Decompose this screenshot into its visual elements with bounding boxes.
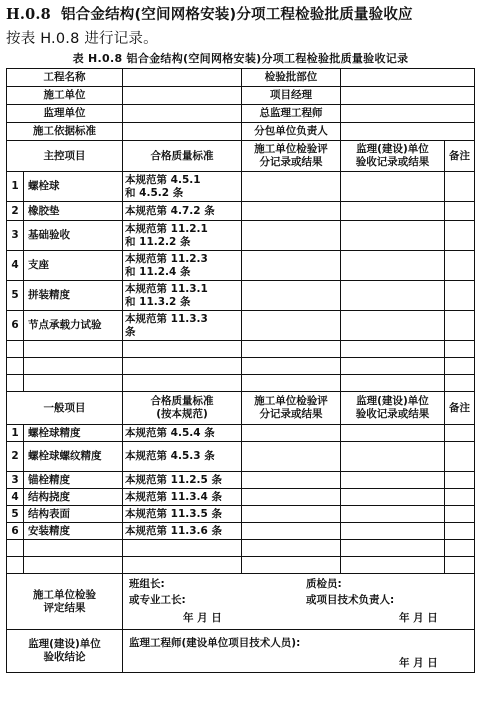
standard-basis-field[interactable]: [123, 123, 242, 141]
foreman-label: 或专业工长:: [129, 594, 186, 606]
supervisor-record-cell[interactable]: [341, 425, 445, 442]
item-name: 拼装精度: [24, 281, 123, 311]
standard-line: 本规范第 4.5.1: [125, 173, 201, 186]
remark-cell[interactable]: [445, 489, 475, 506]
header-line: 监理(建设)单位: [356, 143, 429, 155]
batch-location-field[interactable]: [341, 69, 475, 87]
standard-line: 本规范第 11.3.1: [125, 282, 208, 295]
standard-line: 条: [125, 325, 136, 338]
item-name: 基础验收: [24, 221, 123, 251]
supervisor-record-cell[interactable]: [341, 202, 445, 221]
item-name: 结构表面: [24, 506, 123, 523]
standard-line: 和 11.3.2 条: [125, 295, 191, 308]
supervisor-record-cell[interactable]: [341, 221, 445, 251]
standard-line: 本规范第 11.2.1: [125, 222, 208, 235]
section-code: H.0.8: [6, 6, 51, 23]
remark-cell[interactable]: [445, 506, 475, 523]
main-supervisor-record-header: [341, 141, 445, 172]
supervisor-record-cell[interactable]: [341, 281, 445, 311]
table-row: [7, 442, 475, 472]
item-name: 橡胶垫: [24, 202, 123, 221]
row-number: 1: [7, 172, 24, 202]
blank-row: [7, 358, 475, 375]
table-row: [7, 281, 475, 311]
contractor-result-label: [7, 574, 123, 630]
contractor-record-cell[interactable]: [242, 281, 341, 311]
contractor-record-cell[interactable]: [242, 221, 341, 251]
standard-line: 和 11.2.4 条: [125, 265, 191, 278]
row-number: 3: [7, 221, 24, 251]
item-standard: 本规范第 4.5.4 条: [123, 425, 242, 442]
row-number: 6: [7, 311, 24, 341]
remark-cell[interactable]: [445, 251, 475, 281]
item-name: 节点承载力试验: [24, 311, 123, 341]
batch-location-label: 检验批部位: [242, 69, 341, 87]
item-standard: [123, 172, 242, 202]
table-row: [7, 202, 475, 221]
remark-cell[interactable]: [445, 221, 475, 251]
table-row: [7, 506, 475, 523]
item-standard: 本规范第 11.2.5 条: [123, 472, 242, 489]
supervisor-record-cell[interactable]: [341, 172, 445, 202]
item-name: 安装精度: [24, 523, 123, 540]
project-manager-field[interactable]: [341, 87, 475, 105]
remark-cell[interactable]: [445, 202, 475, 221]
supervisor-record-cell[interactable]: [341, 311, 445, 341]
label-line: 验收结论: [43, 651, 86, 663]
item-name: 锚栓精度: [24, 472, 123, 489]
header-line: 施工单位检验评: [254, 143, 328, 155]
item-name: 螺栓球精度: [24, 425, 123, 442]
contractor-record-cell[interactable]: [242, 472, 341, 489]
label-line: 施工单位检验: [33, 588, 96, 601]
general-supervisor-record-header: [341, 392, 445, 425]
main-standard-header: 合格质量标准: [123, 141, 242, 172]
supervising-engineer-field[interactable]: [341, 105, 475, 123]
contractor-record-cell[interactable]: [242, 489, 341, 506]
table-row: [7, 221, 475, 251]
supervisor-record-cell[interactable]: [341, 251, 445, 281]
row-number: 5: [7, 506, 24, 523]
contractor-record-cell[interactable]: [242, 202, 341, 221]
supervisor-record-cell[interactable]: [341, 442, 445, 472]
contractor-signature-area[interactable]: [123, 574, 475, 630]
engineer-label: 监理工程师(建设单位项目技术人员):: [129, 637, 301, 649]
blank-row: [7, 341, 475, 358]
info-row: [7, 87, 475, 105]
remark-cell[interactable]: [445, 523, 475, 540]
item-standard: [123, 221, 242, 251]
contractor-record-cell[interactable]: [242, 425, 341, 442]
heading-line-2: 按表 H.0.8 进行记录。: [6, 31, 158, 47]
project-name-field[interactable]: [123, 69, 242, 87]
item-standard: [123, 311, 242, 341]
contractor-record-cell[interactable]: [242, 172, 341, 202]
row-number: 2: [7, 202, 24, 221]
main-contractor-record-header: [242, 141, 341, 172]
blank-row: [7, 557, 475, 574]
remark-cell[interactable]: [445, 442, 475, 472]
table-row: [7, 311, 475, 341]
team-leader-label: 班组长:: [129, 578, 165, 590]
item-standard: [123, 251, 242, 281]
row-number: 2: [7, 442, 24, 472]
header-line: 分记录或结果: [259, 156, 323, 168]
item-standard: 本规范第 4.5.3 条: [123, 442, 242, 472]
inspector-label: 质检员:: [306, 578, 342, 590]
table-row: [7, 251, 475, 281]
table-row: [7, 489, 475, 506]
date-right: 年 月 日: [399, 612, 438, 624]
main-items-header: [7, 141, 475, 172]
info-row: [7, 105, 475, 123]
supervisor-record-cell[interactable]: [341, 489, 445, 506]
remark-cell[interactable]: [445, 172, 475, 202]
row-number: 1: [7, 425, 24, 442]
table-row: [7, 472, 475, 489]
header-line: (按本规范): [156, 408, 208, 420]
standard-line: 本规范第 11.2.3: [125, 252, 208, 265]
standard-line: 本规范第 11.3.3: [125, 312, 208, 325]
item-standard: 本规范第 11.3.6 条: [123, 523, 242, 540]
general-contractor-record-header: [242, 392, 341, 425]
contractor-record-cell[interactable]: [242, 523, 341, 540]
contractor-field[interactable]: [123, 87, 242, 105]
contractor-result-row: [7, 574, 475, 630]
date-supervisor: 年 月 日: [399, 657, 438, 669]
row-number: 4: [7, 489, 24, 506]
supervisor-record-cell[interactable]: [341, 506, 445, 523]
item-standard: [123, 281, 242, 311]
supervising-engineer-label: 总监理工程师: [242, 105, 341, 123]
subcontractor-head-label: 分包单位负责人: [242, 123, 341, 141]
standard-line: 和 11.2.2 条: [125, 235, 191, 248]
supervisor-unit-label: 监理单位: [7, 105, 123, 123]
item-name: 支座: [24, 251, 123, 281]
general-standard-header: [123, 392, 242, 425]
contractor-record-cell[interactable]: [242, 506, 341, 523]
item-name: 螺栓球: [24, 172, 123, 202]
row-number: 3: [7, 472, 24, 489]
section-heading: [6, 3, 474, 51]
main-remark-header: 备注: [445, 141, 475, 172]
table-caption: 表 H.0.8 铝合金结构(空间网格安装)分项工程检验批质量验收记录: [72, 52, 409, 65]
label-line: 监理(建设)单位: [28, 638, 101, 650]
item-name: 螺栓球螺纹精度: [24, 442, 123, 472]
supervisor-conclusion-label: [7, 630, 123, 673]
info-row: [7, 123, 475, 141]
supervisor-record-cell[interactable]: [341, 472, 445, 489]
main-item-header: 主控项目: [7, 141, 123, 172]
contractor-record-cell[interactable]: [242, 311, 341, 341]
header-line: 监理(建设)单位: [356, 395, 429, 407]
general-items-header: [7, 392, 475, 425]
blank-row: [7, 540, 475, 557]
item-name: 结构挠度: [24, 489, 123, 506]
remark-cell[interactable]: [445, 311, 475, 341]
general-remark-header: 备注: [445, 392, 475, 425]
header-line: 验收记录或结果: [355, 408, 430, 420]
project-name-label: 工程名称: [7, 69, 123, 87]
tech-lead-label: 或项目技术负责人:: [306, 594, 395, 606]
remark-cell[interactable]: [445, 425, 475, 442]
info-row: [7, 69, 475, 87]
standard-line: 和 4.5.2 条: [125, 186, 184, 199]
supervisor-conclusion-row: [7, 630, 475, 673]
remark-cell[interactable]: [445, 281, 475, 311]
item-standard: 本规范第 11.3.5 条: [123, 506, 242, 523]
header-line: 分记录或结果: [259, 408, 323, 420]
row-number: 5: [7, 281, 24, 311]
header-line: 施工单位检验评: [254, 395, 328, 407]
item-standard: 本规范第 4.7.2 条: [123, 202, 242, 221]
table-row: [7, 523, 475, 540]
contractor-record-cell[interactable]: [242, 442, 341, 472]
table-row: [7, 172, 475, 202]
project-manager-label: 项目经理: [242, 87, 341, 105]
header-line: 合格质量标准: [150, 395, 214, 407]
contractor-label: 施工单位: [7, 87, 123, 105]
supervisor-record-cell[interactable]: [341, 523, 445, 540]
date-left: 年 月 日: [183, 612, 222, 624]
standard-basis-label: 施工依据标准: [7, 123, 123, 141]
item-standard: 本规范第 11.3.4 条: [123, 489, 242, 506]
row-number: 6: [7, 523, 24, 540]
supervisor-signature-area[interactable]: [123, 630, 475, 673]
header-line: 验收记录或结果: [355, 156, 430, 168]
supervisor-unit-field[interactable]: [123, 105, 242, 123]
remark-cell[interactable]: [445, 472, 475, 489]
blank-row: [7, 375, 475, 392]
table-row: [7, 425, 475, 442]
heading-line-1: 铝合金结构(空间网格安装)分项工程检验批质量验收应: [60, 7, 413, 23]
general-item-header: 一般项目: [7, 392, 123, 425]
row-number: 4: [7, 251, 24, 281]
label-line: 评定结果: [43, 601, 86, 614]
inspection-record-table: [6, 68, 475, 673]
contractor-record-cell[interactable]: [242, 251, 341, 281]
subcontractor-head-field[interactable]: [341, 123, 475, 141]
